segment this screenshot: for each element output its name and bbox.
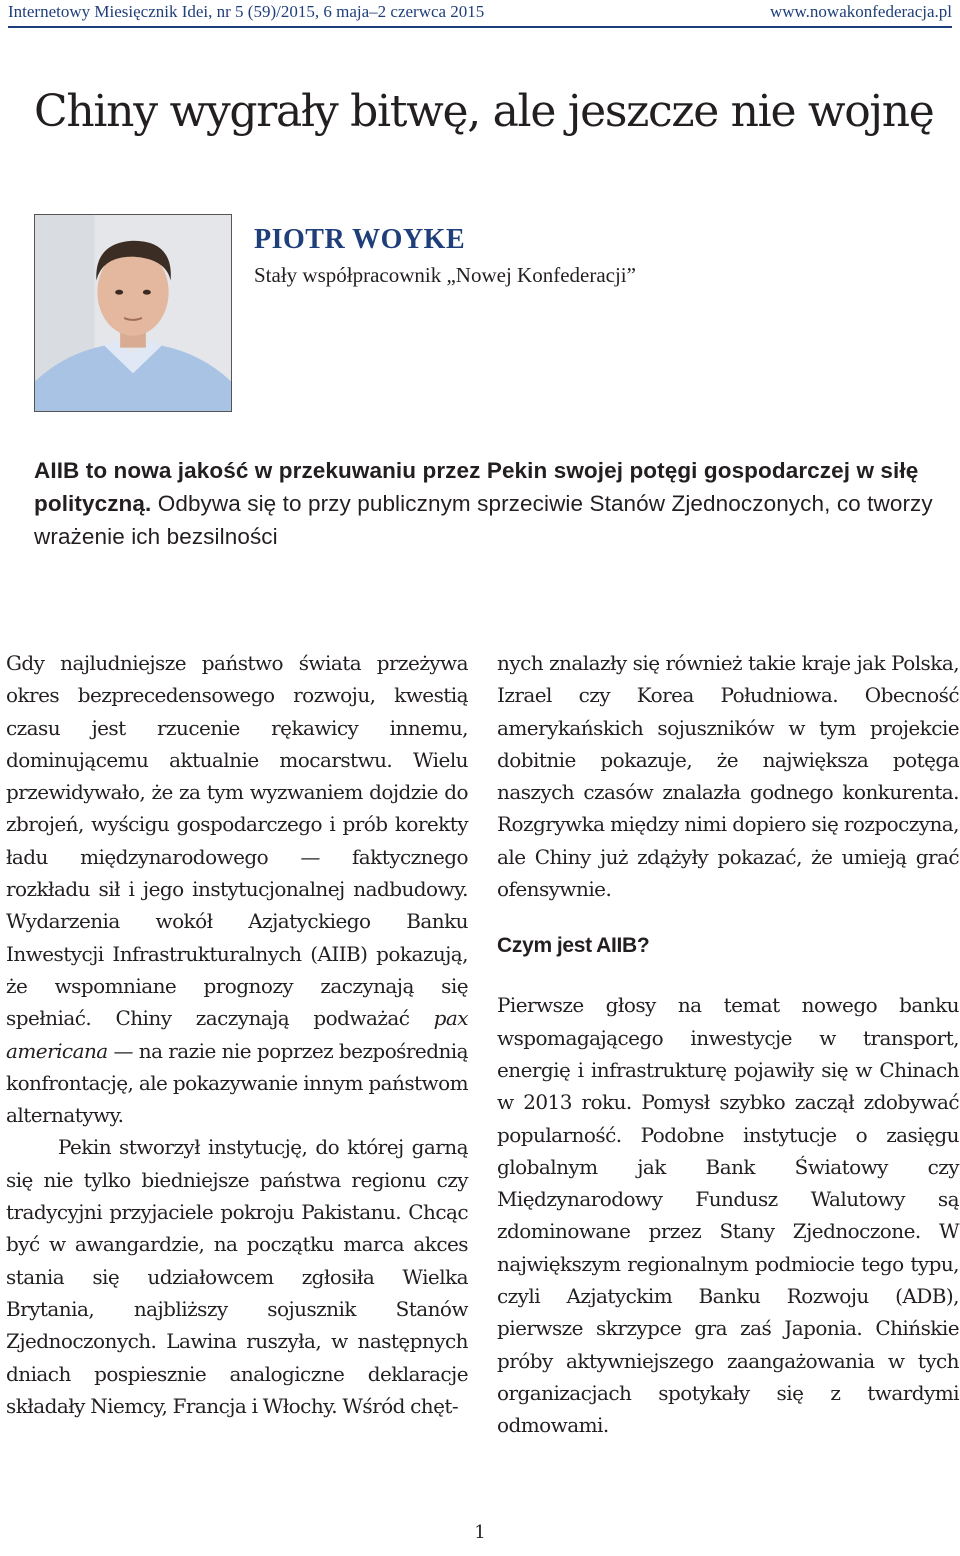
right-column <box>497 647 959 1442</box>
paragraph-1-text-a: Gdy najludniejsze państwo świata przeżywa okres bezprecedensowego rozwoju, kwestią czasu jest rzucenie rękawicy innemu, dominującemu aktualnie mocarstwu. Wielu przewidywało, że za tym wyzwaniem dojdzie do zbrojeń, wyścigu gospodarczego i prób korekty ładu międzynarodowego — faktycznego rozkładu sił i jego instytucjonalnej nadbudowy. Wydarzenia wokół Azjatyckiego Banku Inwestycji Infrastrukturalnych (AIIB) pokazują, że wspomniane prognozy zaczynają się spełniać. Chiny zaczynają podważać <box>6 651 468 1031</box>
author-photo <box>34 214 232 412</box>
section-subheading: Czym jest AIIB? <box>497 934 650 958</box>
paragraph-1-emphasis: pax americana <box>6 1006 468 1063</box>
page-header <box>8 0 952 28</box>
paragraph-1-text-b: — na razie nie poprzez bezpośrednią konfrontację, ale pokazywanie innym państwom alternatywy. <box>6 1038 468 1128</box>
lead-normal-text: Odbywa się to przy publicznym sprzeciwie Stanów Zjednoczonych, co tworzy wrażenie ich bezsilności <box>34 491 933 549</box>
paragraph-1 <box>6 647 468 1131</box>
website-link[interactable]: www.nowakonfederacja.pl <box>769 2 952 21</box>
paragraph-2: Pekin stworzył instytucję, do której garną się nie tylko biedniejsze państwa regionu czy tradycyjni przyjaciele pokroju Pakistanu. Chcąc być w awangardzie, na początku marca akces stania się udziałowcem zgłosiła Wielka Brytania, najbliższy sojusznik Stanów Zjednoczonych. Lawina ruszyła, w następnych dniach pospiesznie analogiczne deklaracje składały Niemcy, Francja i Włochy. Wśród chęt- <box>6 1135 468 1418</box>
journal-issue-info: Internetowy Miesięcznik Idei, nr 5 (59)/2015, 6 maja–2 czerwca 2015 <box>8 2 485 21</box>
paragraph-3: nych znalazły się również takie kraje jak Polska, Izrael czy Korea Południowa. Obecność amerykańskich sojuszników w tym projekcie dobitnie pokazuje, że największa potęga naszych czasów znalazła godnego konkurenta. Rozgrywka między nimi dopiero się rozpoczyna, ale Chiny już zdążyły pokazać, że umieją grać ofensywnie. <box>497 651 959 902</box>
author-portrait-icon <box>35 215 231 411</box>
left-column <box>6 647 468 1422</box>
page-number: 1 <box>474 1522 486 1543</box>
article-title: Chiny wygrały bitwę, ale jeszcze nie wojnę <box>34 86 934 137</box>
article-lead <box>34 454 934 553</box>
paragraph-4: Pierwsze głosy na temat nowego banku wspomagającego inwestycje w transport, energię i infrastrukturę pojawiły się w Chinach w 2013 roku. Pomysł szybko zaczął zdobywać popularność. Podobne instytucje o zasięgu globalnym jak Bank Światowy czy Międzynarodowy Fundusz Walutowy są zdominowane przez Stany Zjednoczone. W największym regionalnym podmiocie tego typu, czyli Azjatyckim Banku Rozwoju (ADB), pierwsze skrzypce gra zaś Japonia. Chińskie próby aktywniejszego zaangażowania w tych organizacjach spotykały się z twardymi odmowami. <box>497 993 959 1438</box>
lead-bold-text: AIIB to nowa jakość w przekuwaniu przez Pekin swojej potęgi gospodarczej w siłę polityczną. <box>34 458 919 516</box>
author-name: PIOTR WOYKE <box>254 224 466 255</box>
author-role: Stały współpracownik „Nowej Konfederacji” <box>254 263 636 287</box>
